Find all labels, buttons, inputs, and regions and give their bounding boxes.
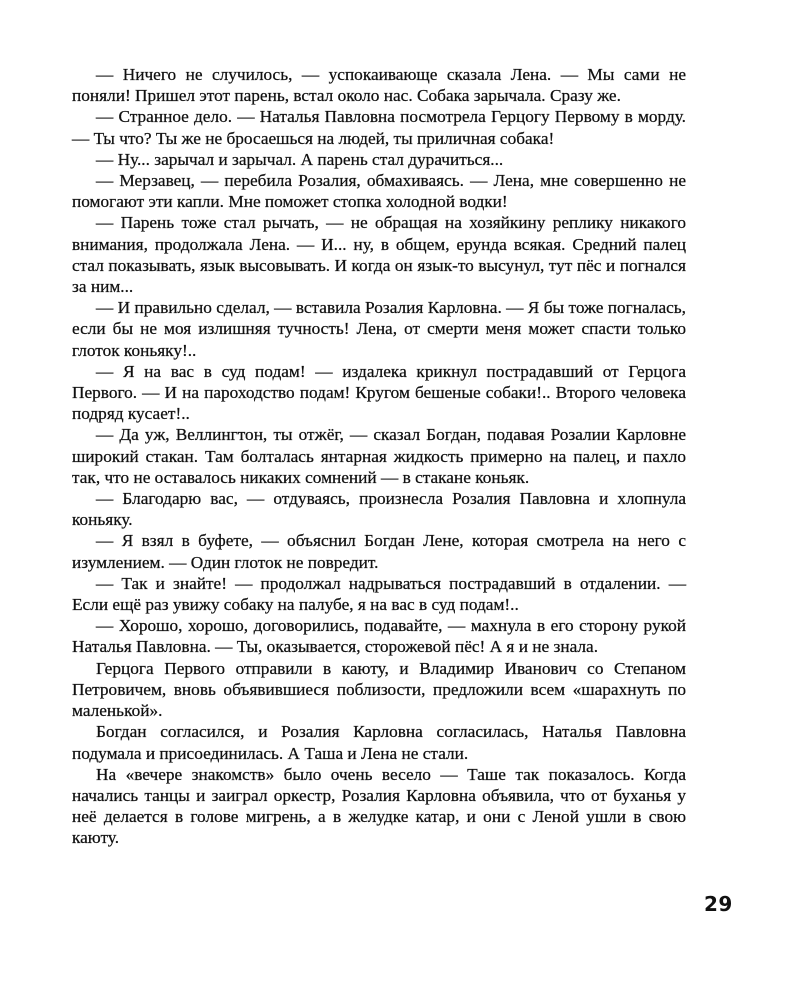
page-number: 29 [704,892,733,916]
paragraph: — Ну... зарычал и зарычал. А парень стал дурачиться... [96,149,504,169]
paragraph: — Хорошо, хорошо, договорились, подавайте, — махнула в его сторону рукой Наталья Павловна. — Ты, оказывается, сторожевой пёс! А я и не знала. [72,616,686,657]
paragraph: — Парень тоже стал рычать, — не обращая на хозяйкину реплику никакого внимания, продолжала Лена. — И... ну, в общем, ерунда всякая. Средний палец стал показывать, язык высовывать. И когда он язык-то высунул, тут пёс и погнался за ним... [72,213,686,297]
paragraph: На «вечере знакомств» было очень весело — Таше так показалось. Когда начались танцы и заиграл оркестр, Розалия Карловна объявила, что от буханья у неё делается в голове мигрень, а в желудке катар, и они с Леной ушли в свою каюту. [72,764,686,848]
paragraph: — Мерзавец, — перебила Розалия, обмахиваясь. — Лена, мне совершенно не помогают эти капли. Мне поможет стопка холодной водки! [72,171,686,212]
paragraph: Герцога Первого отправили в каюту, и Владимир Иванович со Степаном Петровичем, вновь объявившиеся поблизости, предложили всем «шарахнуть по маленькой». [72,658,686,721]
paragraph: — Так и знайте! — продолжал надрываться пострадавший в отдалении. — Если ещё раз увижу собаку на палубе, я на вас в суд подам!.. [72,573,686,615]
paragraph: — Ничего не случилось, — успокаивающе сказала Лена. — Мы сами не поняли! Пришел этот парень, встал около нас. Собака зарычала. Сразу же. [72,65,686,106]
paragraph: — Благодарю вас, — отдуваясь, произнесла Розалия Павловна и хлопнула коньяку. [72,489,686,530]
page-text [72,64,686,849]
paragraph: — Я взял в буфете, — объяснил Богдан Лене, которая смотрела на него с изумлением. — Один глоток не повредит. [72,531,686,572]
paragraph: — Странное дело. — Наталья Павловна посмотрела Герцогу Первому в морду. — Ты что? Ты же не бросаешься на людей, ты приличная собака! [72,107,686,148]
paragraph: — И правильно сделал, — вставила Розалия Карловна. — Я бы тоже погналась, если бы не моя излишняя тучность! Лена, от смерти меня может спасти только глоток коньяку!.. [72,298,686,360]
paragraph: — Я на вас в суд подам! — издалека крикнул пострадавший от Герцога Первого. — И на пароходство подам! Кругом бешеные собаки!.. Второго человека подряд кусает!.. [72,361,686,424]
paragraph: — Да уж, Веллингтон, ты отжёг, — сказал Богдан, подавая Розалии Карловне широкий стакан. Там болталась янтарная жидкость примерно на палец, и пахло так, что не оставалось никаких сомнений — в стакане коньяк. [72,425,686,487]
paragraph: Богдан согласился, и Розалия Карловна согласилась, Наталья Павловна подумала и присоединилась. А Таша и Лена не стали. [72,722,686,763]
